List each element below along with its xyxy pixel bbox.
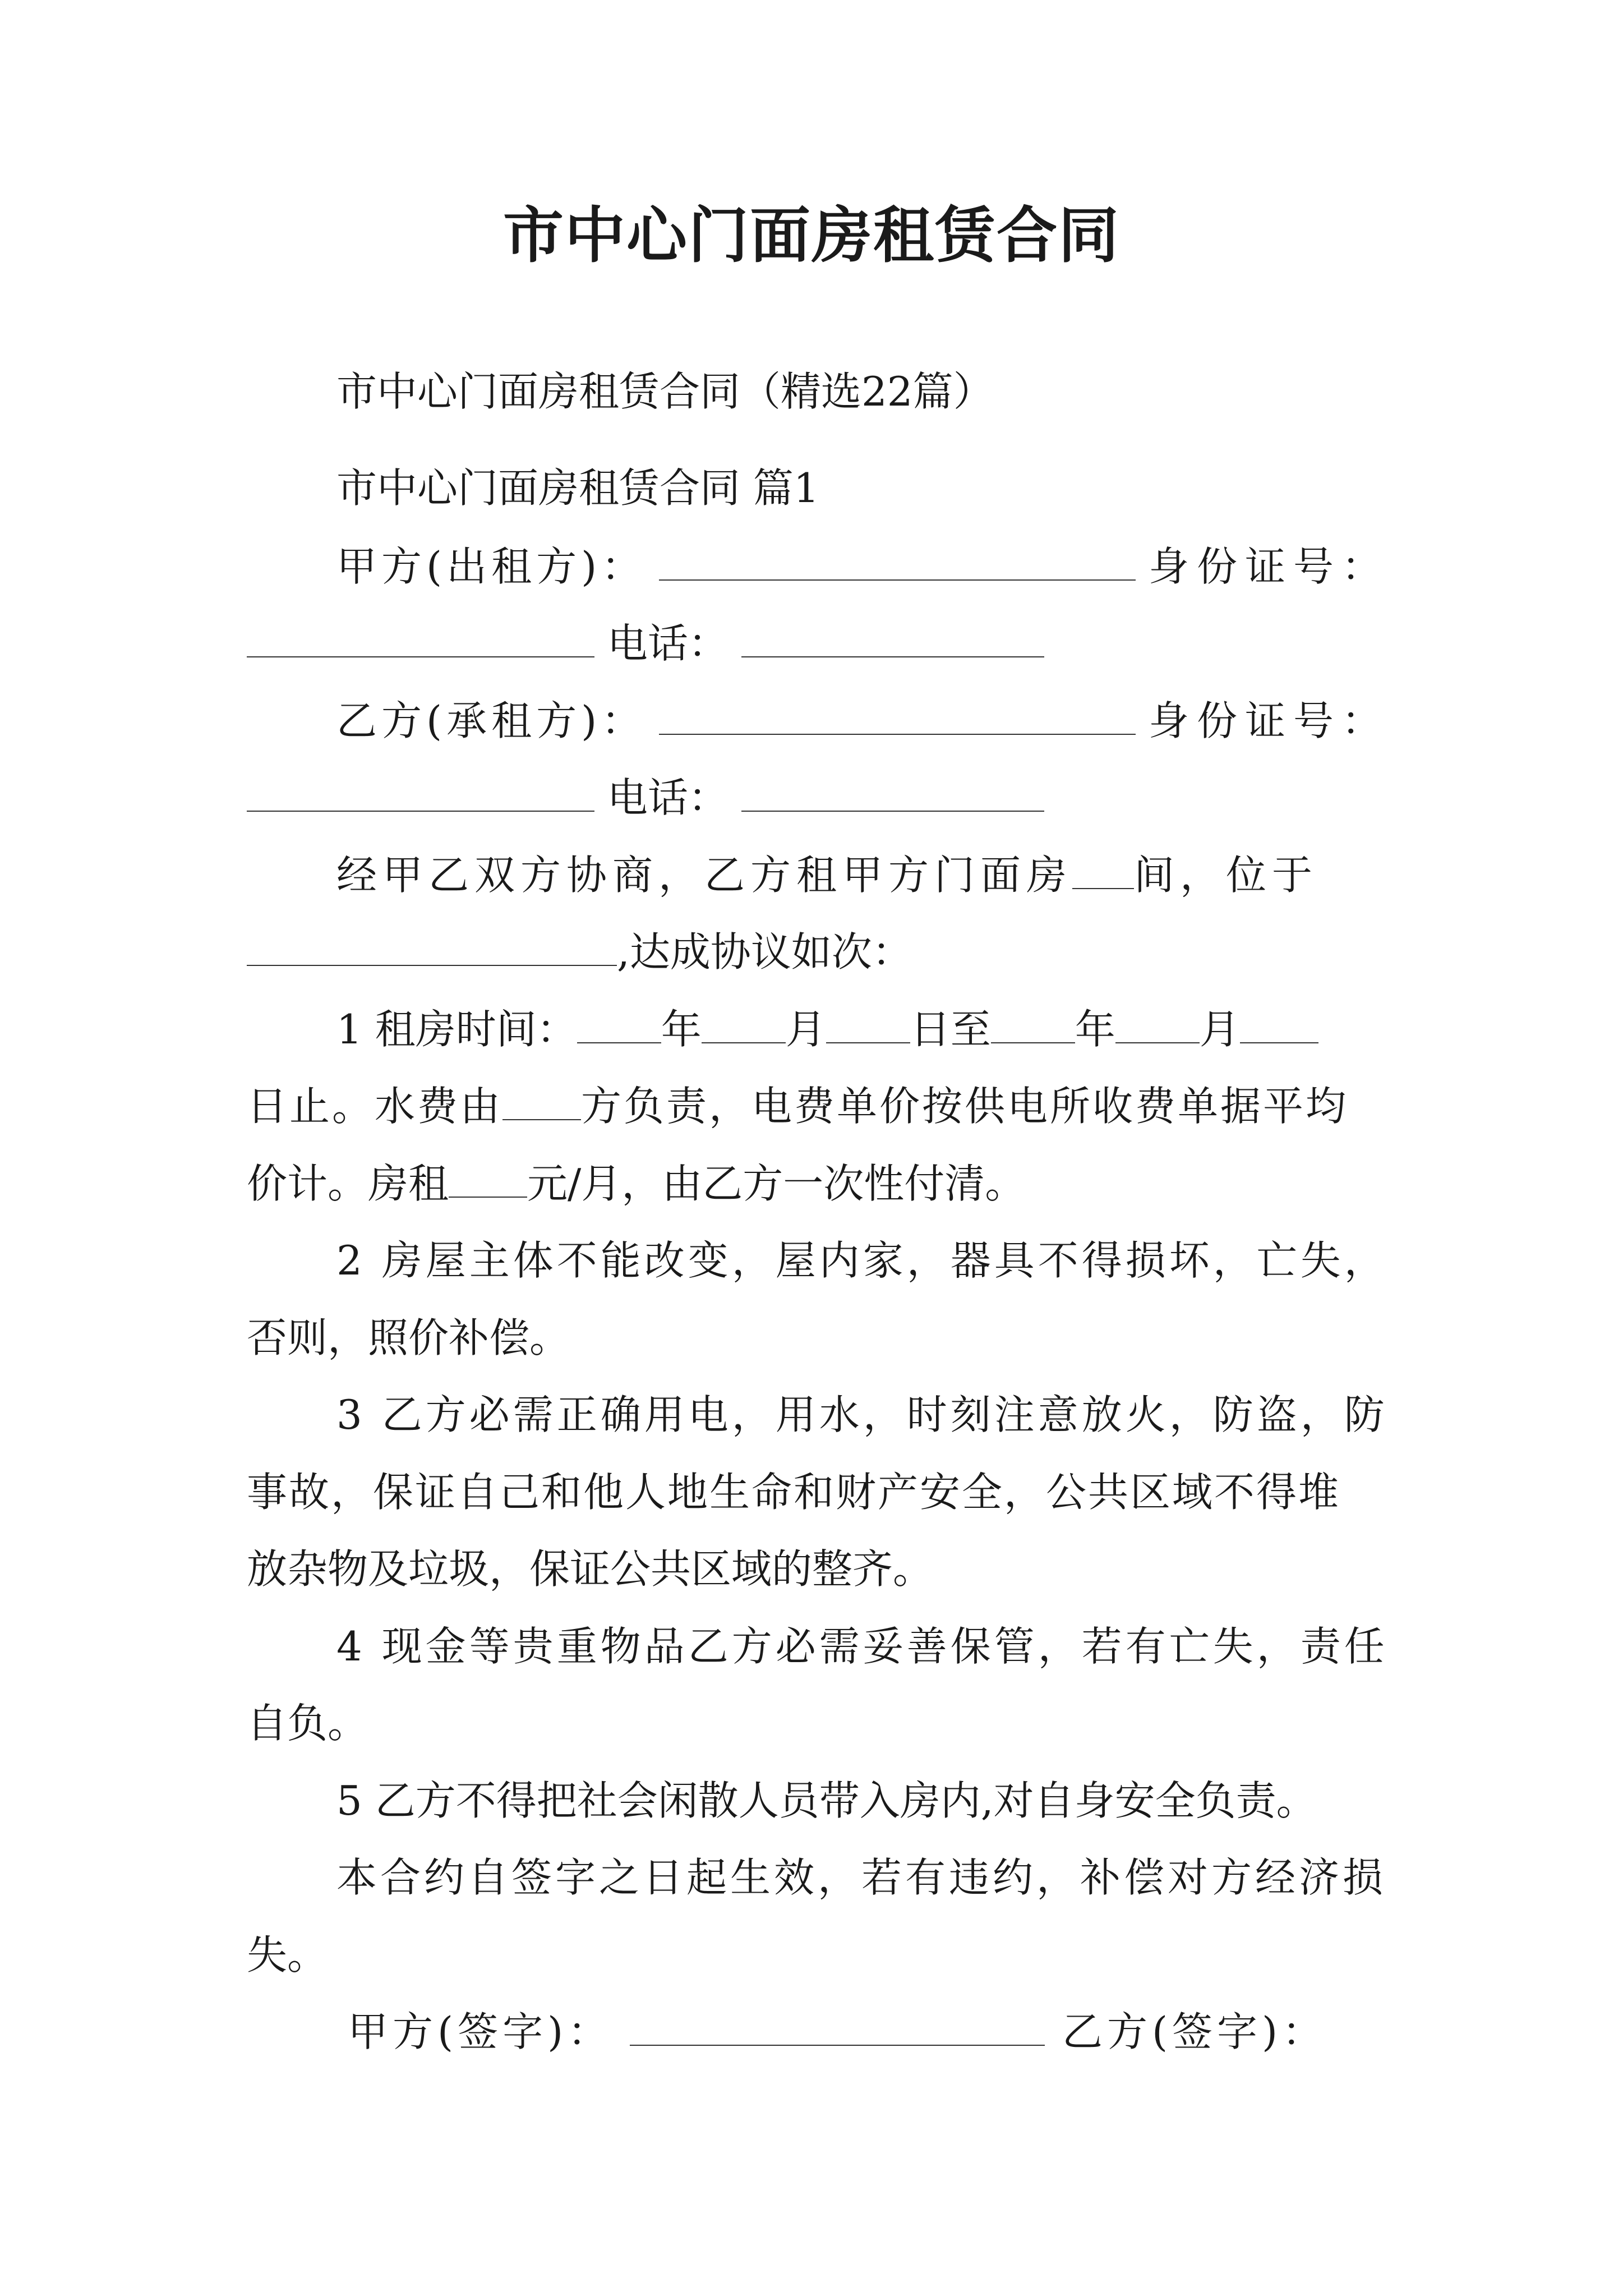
clause-5-line-1: 5 乙方不得把社会闲散人员带入房内,对自身安全负责。	[336, 1777, 1317, 1824]
clause-1-rent-text-b: 元/月，由乙方一次性付清。	[527, 1160, 1026, 1207]
clause-1-line-3	[247, 1153, 1025, 1214]
clause-1-label: 1 租房时间：	[336, 1006, 577, 1053]
water-party-blank[interactable]	[502, 1080, 581, 1120]
year-text: 年	[661, 1006, 702, 1053]
party-b-row	[336, 690, 1390, 752]
party-b-phone-blank[interactable]	[741, 771, 1044, 812]
clause-2-line-1: 2 房屋主体不能改变，屋内家，器具不得损坏，亡失，	[336, 1237, 1388, 1284]
party-b-name-blank[interactable]	[659, 694, 1136, 735]
party-b-phone-label: 电话：	[607, 774, 728, 821]
end-day-blank[interactable]	[1240, 1003, 1318, 1043]
party-b-signature-label: 乙方(签字)：	[1062, 2008, 1327, 2055]
start-day-blank[interactable]	[826, 1003, 910, 1043]
end-month-blank[interactable]	[1115, 1003, 1200, 1043]
effect-line-1: 本合约自签字之日起生效，若有违约，补偿对方经济损	[336, 1854, 1387, 1901]
location-blank[interactable]	[247, 926, 617, 966]
party-b-row-2	[247, 767, 1044, 829]
signature-row	[348, 2001, 1327, 2063]
subtitle: 市中心门面房租赁合同（精选22篇）	[336, 368, 994, 415]
party-b-id-label: 身份证号：	[1148, 697, 1390, 744]
effect-line-2: 失。	[247, 1931, 328, 1978]
clause-1-end-text: 日止。水费由	[247, 1083, 503, 1130]
party-a-id-blank[interactable]	[247, 617, 594, 657]
start-month-blank[interactable]	[702, 1003, 786, 1043]
intro-line-1	[336, 844, 1318, 906]
clause-3-line-2: 事故，保证自己和他人地生命和财产安全，公共区域不得堆	[247, 1469, 1341, 1516]
clause-3-line-3: 放杂物及垃圾，保证公共区域的整齐。	[247, 1545, 934, 1593]
party-a-id-label: 身份证号：	[1148, 543, 1390, 590]
party-a-signature-label: 甲方(签字)：	[348, 2008, 613, 2055]
party-b-id-blank[interactable]	[247, 771, 594, 812]
clause-1-rent-text-a: 价计。房租	[247, 1160, 449, 1207]
document-title: 市中心门面房租赁合同	[502, 200, 1120, 271]
clause-4-line-1: 4 现金等贵重物品乙方必需妥善保管，若有亡失，责任	[336, 1623, 1388, 1670]
party-a-phone-label: 电话：	[607, 620, 728, 667]
intro-text-c: ,达成协议如次：	[617, 928, 912, 976]
party-a-name-blank[interactable]	[659, 540, 1136, 581]
clause-1-water-text: 方负责，电费单价按供电所收费单据平均	[581, 1083, 1349, 1130]
intro-line-2	[247, 921, 912, 983]
party-a-label: 甲方(出租方)：	[336, 543, 647, 590]
end-year-blank[interactable]	[991, 1003, 1075, 1043]
year-text-2: 年	[1075, 1006, 1115, 1053]
section-heading: 市中心门面房租赁合同 篇1	[336, 464, 819, 512]
clause-1-line-2	[247, 1075, 1348, 1137]
clause-1-line-1	[336, 999, 1318, 1060]
start-year-blank[interactable]	[577, 1003, 661, 1043]
day-to-text: 日至	[910, 1006, 991, 1053]
clause-2-line-2: 否则，照价补偿。	[247, 1314, 570, 1361]
party-a-phone-blank[interactable]	[741, 617, 1044, 657]
month-text-2: 月	[1199, 1006, 1240, 1053]
month-text: 月	[785, 1006, 826, 1053]
party-b-label: 乙方(承租方)：	[336, 697, 647, 744]
rooms-blank[interactable]	[1072, 849, 1134, 889]
party-a-signature-blank[interactable]	[630, 2005, 1045, 2046]
clause-3-line-1: 3 乙方必需正确用电，用水，时刻注意放火，防盗，防	[336, 1391, 1388, 1438]
party-a-row-2	[247, 613, 1044, 674]
rent-amount-blank[interactable]	[449, 1157, 527, 1198]
clause-4-line-2: 自负。	[247, 1700, 368, 1747]
intro-text-b: 间，位于	[1134, 852, 1318, 899]
party-a-row	[336, 536, 1390, 597]
intro-text-a: 经甲乙双方协商，乙方租甲方门面房	[336, 852, 1073, 899]
